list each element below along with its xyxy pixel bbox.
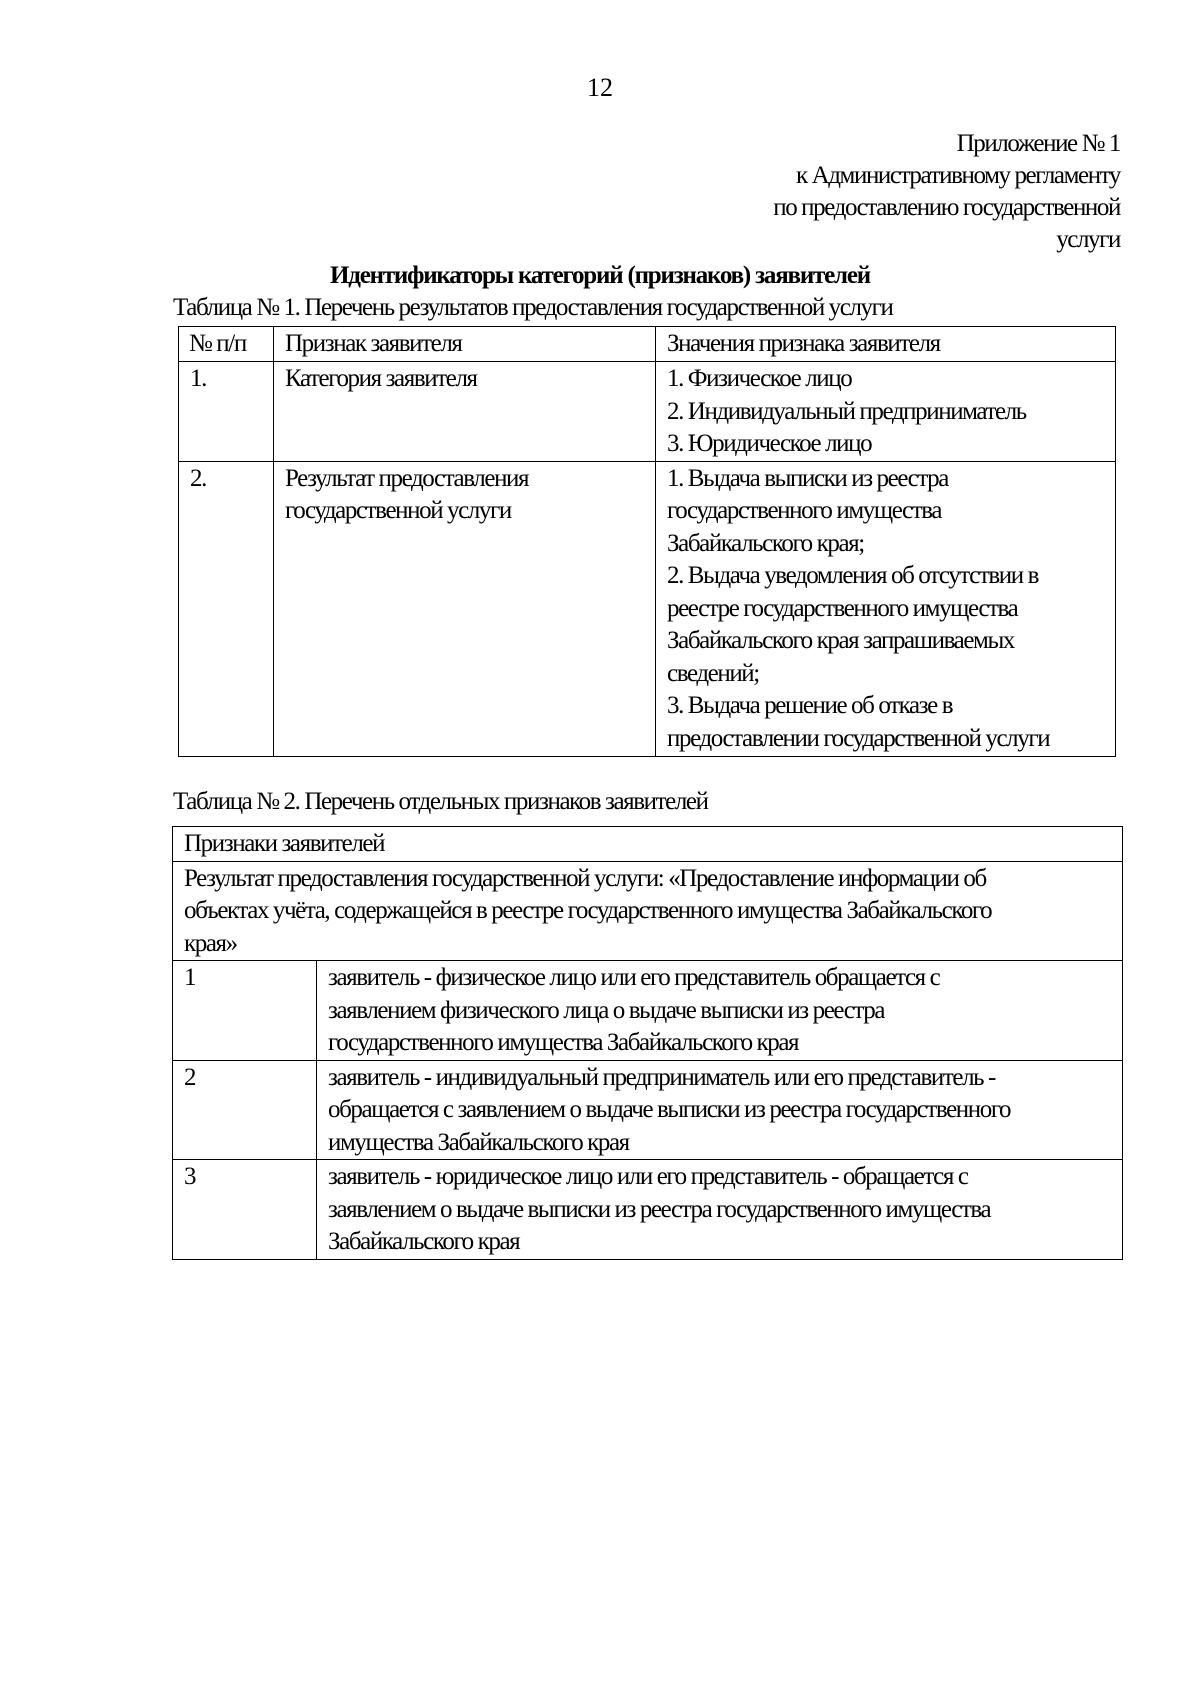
- description-cell: [317, 961, 1123, 1061]
- description-cell: [317, 1060, 1123, 1160]
- attribute-line: государственной услуги: [285, 497, 511, 524]
- column-header: № п/п: [179, 327, 274, 362]
- description-line: заявитель - индивидуальный предприниматель или его представитель -: [328, 1063, 995, 1091]
- appendix-line: по предоставлению государственной: [773, 194, 1120, 221]
- row-number: 2: [173, 1060, 317, 1160]
- attribute-cell: [274, 461, 656, 756]
- row-number: 2.: [179, 461, 274, 756]
- row-number: 1.: [179, 362, 274, 462]
- table2-header: Признаки заявителей: [173, 827, 1123, 862]
- value-line: Забайкальского края запрашиваемых: [667, 627, 1014, 654]
- document-heading: Идентификаторы категорий (признаков) заявителей: [330, 262, 870, 289]
- description-line: заявлением физического лица о выдаче выписки из реестра: [328, 996, 885, 1024]
- description-line: заявитель - физическое лицо или его представитель обращается с: [328, 964, 940, 991]
- column-header: Значения признака заявителя: [656, 327, 1116, 362]
- table2-caption: Таблица № 2. Перечень отдельных признаков заявителей: [173, 788, 708, 815]
- result-line: объектах учёта, содержащейся в реестре государственного имущества Забайкальского: [184, 897, 992, 924]
- description-line: государственного имущества Забайкальского края: [328, 1029, 799, 1056]
- appendix-header: [773, 128, 1120, 256]
- description-line: обращается с заявлением о выдаче выписки из реестра государственного: [328, 1096, 1011, 1123]
- description-line: заявлением о выдаче выписки из реестра государственного имущества: [328, 1195, 991, 1223]
- value-line: Забайкальского края;: [667, 529, 864, 557]
- result-cell: [173, 861, 1123, 961]
- table2: [172, 826, 1123, 1260]
- appendix-line: услуги: [1056, 226, 1120, 253]
- values-cell: [656, 362, 1116, 462]
- appendix-line: к Административному регламенту: [795, 162, 1120, 189]
- table-header-row: [173, 827, 1123, 862]
- table1: [178, 326, 1116, 757]
- values-cell: [656, 461, 1116, 756]
- attribute-cell: Категория заявителя: [274, 362, 656, 462]
- value-line: реестре государственного имущества: [667, 594, 1018, 622]
- result-line: края»: [184, 929, 237, 957]
- table-row: [173, 1060, 1123, 1160]
- row-number: 1: [173, 961, 317, 1061]
- description-cell: [317, 1160, 1123, 1260]
- value-line: предоставлении государственной услуги: [667, 724, 1050, 752]
- value-line: 2. Выдача уведомления об отсутствии в: [667, 562, 1038, 589]
- description-line: заявитель - юридическое лицо или его представитель - обращается с: [328, 1163, 968, 1190]
- table-row: [173, 961, 1123, 1061]
- column-header: Признак заявителя: [274, 327, 656, 362]
- table-row: [179, 362, 1116, 462]
- table1-caption: Таблица № 1. Перечень результатов предоставления государственной услуги: [173, 294, 893, 321]
- row-number: 3: [173, 1160, 317, 1260]
- page-number: 12: [587, 73, 613, 102]
- result-line: Результат предоставления государственной услуги: «Предоставление информации об: [184, 864, 986, 892]
- attribute-line: Результат предоставления: [285, 464, 529, 492]
- value-line: 3. Выдача решение об отказе в: [667, 692, 953, 719]
- appendix-line: Приложение № 1: [956, 130, 1120, 157]
- table-row: [173, 861, 1123, 961]
- value-line: 1. Физическое лицо: [667, 365, 852, 392]
- value-line: 3. Юридическое лицо: [667, 430, 872, 457]
- value-line: сведений;: [667, 659, 759, 687]
- value-line: государственного имущества: [667, 497, 942, 524]
- value-line: 1. Выдача выписки из реестра: [667, 464, 948, 492]
- description-line: Забайкальского края: [328, 1228, 520, 1255]
- table-row: [173, 1160, 1123, 1260]
- value-line: 2. Индивидуальный предприниматель: [667, 397, 1026, 425]
- table-row: [179, 461, 1116, 756]
- table-header-row: [179, 327, 1116, 362]
- description-line: имущества Забайкальского края: [328, 1128, 629, 1156]
